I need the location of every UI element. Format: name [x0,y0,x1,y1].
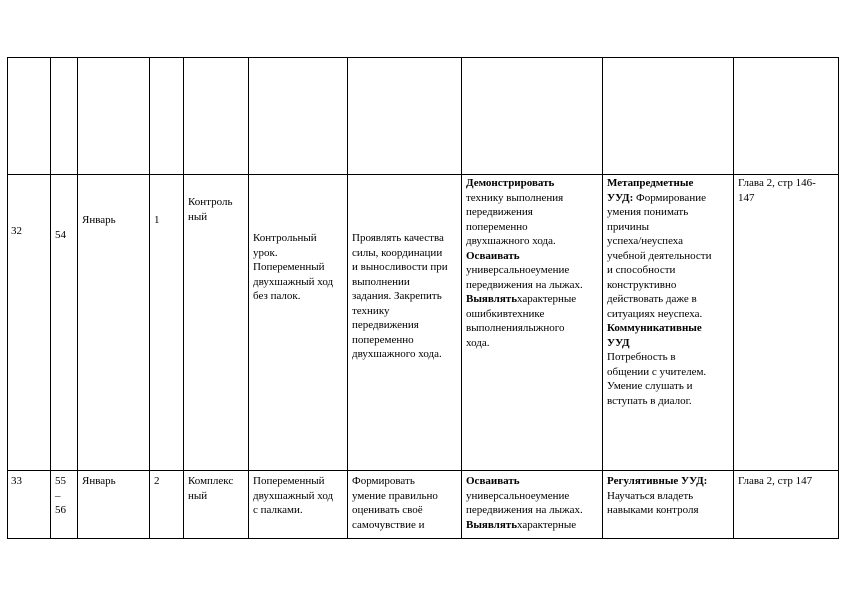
column-divider [248,57,249,539]
uud-outcomes: Метапредметные УУД: Формирование умения понимать причины успеха/неуспеха учебной деятельности и способности конструктивно действовать даже в ситуациях неуспеха. Коммуникативные УУД Потребность в общении с учителем. Умение слушать и вступать в диалог. [607,177,712,407]
lesson-tasks: Формировать умение правильно оценивать своё самочувствие и [352,475,438,531]
uud-outcomes: Регулятивные УУД: Научаться владеть навыками контроля [607,475,708,516]
column-divider [183,57,184,539]
column-divider [149,57,150,539]
lesson-topic: Попеременный двухшажный ход с палками. [253,475,334,516]
student-activity: Демонстрировать технику выполнения передвижения попеременно двухшажного хода. Осваивать универсальноеумение передвижения на лыжах. Выявлятьхарактерные ошибкивтехнике выполнениялыжного хода. [466,177,583,349]
column-divider [50,57,51,539]
hour-number: 54 [55,229,66,241]
lesson-number: 33 [11,475,22,487]
hour-number: 55 – 56 [55,475,66,516]
column-divider [461,57,462,539]
textbook-reference: Глава 2, стр 147 [738,475,813,487]
textbook-reference: Глава 2, стр 146- 147 [738,177,816,204]
lesson-order: 1 [154,214,160,226]
lesson-topic: Контрольный урок. Попеременный двухшажный ход без палок. [253,232,334,302]
row-divider [7,174,839,175]
student-activity: Осваивать универсальноеумение передвижения на лыжах. Выявлятьхарактерные [466,475,583,531]
lesson-month: Январь [82,214,116,226]
lesson-type: Контроль ный [188,196,233,223]
column-divider [347,57,348,539]
column-divider [838,57,839,539]
column-divider [733,57,734,539]
lesson-month: Январь [82,475,116,487]
lesson-type: Комплекс ный [188,475,234,502]
lesson-number: 32 [11,225,22,237]
column-divider [77,57,78,539]
lesson-tasks: Проявлять качества силы, координации и выносливости при выполнении задания. Закрепить технику передвижения попеременно двухшажного хода. [352,232,448,360]
row-divider [7,470,839,471]
lesson-order: 2 [154,475,160,487]
column-divider [602,57,603,539]
